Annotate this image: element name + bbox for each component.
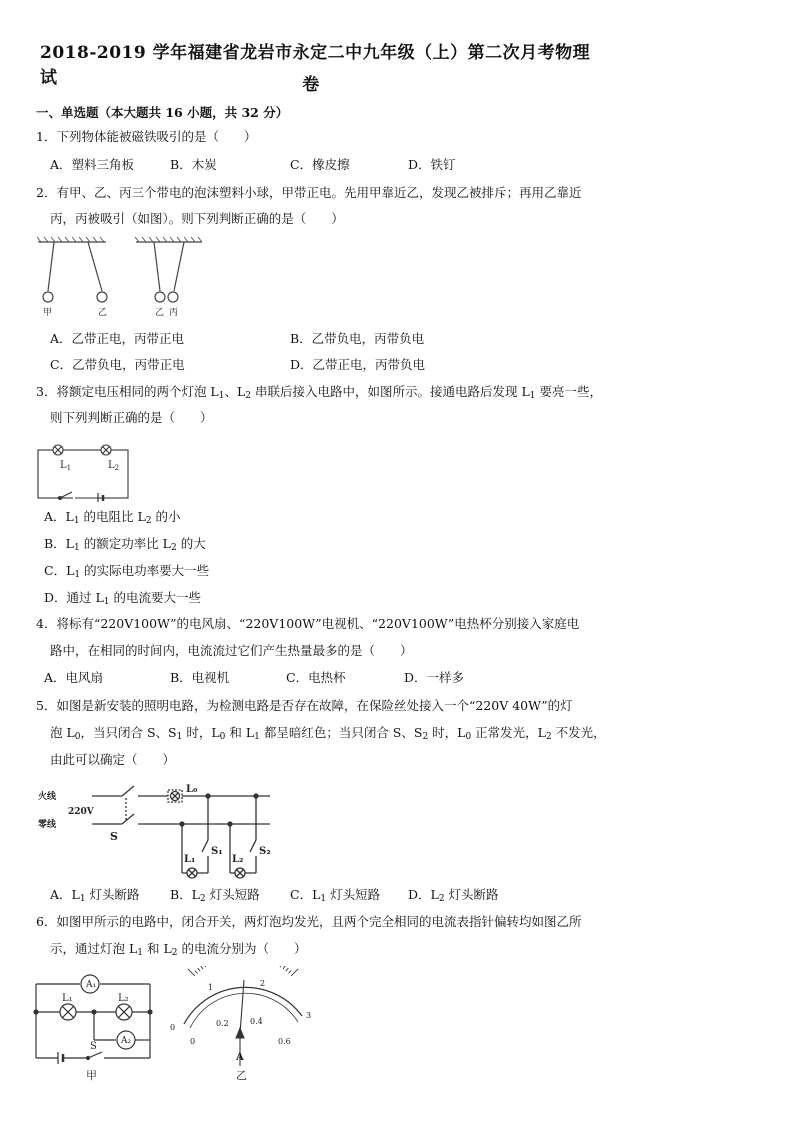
q6-dial-inner-04: 0.4	[250, 1017, 263, 1026]
q1-option-b: B．木炭	[170, 157, 217, 172]
q5-fig-s-label: S	[110, 830, 118, 843]
q6-dial-inner-02: 0.2	[216, 1019, 229, 1028]
q5-figure-lighting-circuit	[34, 778, 274, 880]
q6-dial-outer-0: 0	[170, 1023, 176, 1032]
q6-dial-outer-2: 2	[260, 979, 266, 988]
q1-option-a: A．塑料三角板	[50, 157, 135, 172]
q4-option-c: C．电热杯	[286, 670, 346, 685]
q6-fig-l1-label: L₁	[62, 993, 73, 1004]
dial-tick	[286, 968, 289, 971]
q6-fig-caption-jia: 甲	[86, 1069, 97, 1082]
q3-text-line2: 则下列判断正确的是（ ）	[50, 410, 213, 425]
q3-option-d: D．通过 $L_1$ 的电流要大一些	[44, 590, 202, 607]
q2-text-line2: 丙，丙被吸引（如图）。则下列判断正确的是（ ）	[50, 211, 344, 226]
q1-text: 1．下列物体能被磁铁吸引的是（ ）	[36, 129, 257, 144]
q2-fig-label-yi-2: 乙	[155, 308, 165, 318]
q2-option-c: C．乙带负电，丙带正电	[50, 357, 185, 372]
q5-fig-l2-label: L₂	[232, 854, 244, 865]
q6-dial-inner-0: 0	[190, 1037, 196, 1046]
q3-option-a: A．$L_1$ 的电阻比 $L_2$ 的小	[44, 509, 181, 526]
q2-option-a: A．乙带正电，丙带正电	[50, 331, 185, 346]
q4-text-line1: 4．将标有“220V100W”的电风扇、“220V100W”电视机、“220V100W”电热杯分别接入家庭电	[36, 616, 580, 631]
q6-text-line1: 6．如图甲所示的电路中，闭合开关，两灯泡均发光，且两个完全相同的电流表指针偏转均如图乙所	[36, 914, 582, 929]
dial-tick	[195, 971, 198, 974]
dial-tick	[283, 966, 285, 969]
q2-option-d: D．乙带正电，丙带负电	[290, 357, 426, 372]
dial-tick	[198, 968, 201, 971]
q5-text-line1: 5．如图是新安装的照明电路，为检测电路是否存在故障，在保险丝处接入一个“220V 40W”的灯	[36, 698, 573, 713]
q4-option-b: B．电视机	[170, 670, 230, 685]
q6-text-line2: 示，通过灯泡 $L_1$ 和 $L_2$ 的电流分别为（ ）	[50, 941, 307, 958]
q5-option-c: C．$L_1$ 灯头短路	[290, 887, 381, 904]
q5-option-d: D．$L_2$ 灯头断路	[408, 887, 499, 904]
q5-text-line3: 由此可以确定（ ）	[50, 752, 176, 767]
q2-fig-label-yi: 乙	[98, 308, 108, 318]
q3-fig-label-l2: $L_2$	[108, 460, 120, 472]
q5-option-a: A．$L_1$ 灯头断路	[50, 887, 140, 904]
q3-option-b: B．$L_1$ 的额定功率比 $L_2$ 的大	[44, 536, 206, 553]
q3-figure-series-circuit	[34, 440, 134, 502]
q3-text-line1: 3．将额定电压相同的两个灯泡 $L_1$、$L_2$ 串联后接入电路中，如图所示。接通电路后发现 $L_1$ 要亮一些，	[36, 384, 602, 401]
section-heading: 一、单选题（本大题共 16 小题，共 32 分）	[36, 105, 289, 120]
q2-fig-label-jia: 甲	[43, 308, 53, 318]
dial-tick	[204, 966, 206, 967]
q5-option-b: B．$L_2$ 灯头短路	[170, 887, 260, 904]
q6-dial-outer-3: 3	[306, 1011, 312, 1020]
q2-figure-charged-balls	[36, 236, 206, 320]
q5-fig-l1-label: L₁	[184, 854, 196, 865]
q6-fig-s-label: S	[90, 1041, 97, 1052]
q2-text-line1: 2．有甲、乙、丙三个带电的泡沫塑料小球，甲带正电。先用甲靠近乙，发现乙被排斥；再用乙靠近	[36, 185, 582, 200]
q6-figure-parallel-circuit	[30, 966, 156, 1084]
dial-tick	[201, 966, 203, 969]
q6-dial-unit: A	[236, 1052, 244, 1063]
exam-title-line2: 卷	[302, 75, 320, 95]
q5-fig-voltage-label: 220V	[68, 807, 94, 817]
q6-fig-caption-yi: 乙	[236, 1069, 247, 1082]
q5-fig-neutral-label: 零线	[38, 820, 57, 830]
q5-fig-s2-label: S₂	[259, 846, 271, 857]
q4-text-line2: 路中，在相同的时间内，电流流过它们产生热量最多的是（ ）	[50, 643, 413, 658]
q6-fig-l2-label: L₂	[118, 993, 129, 1004]
q5-fig-l0-label: L₀	[186, 784, 198, 795]
exam-title-line1: 2018-2019 学年福建省龙岩市永定二中九年级（上）第二次月考物理试	[40, 43, 591, 88]
q6-fig-a2-label: A₂	[121, 1036, 132, 1046]
q6-fig-a1-label: A₁	[86, 980, 97, 990]
q6-dial-inner-06: 0.6	[278, 1037, 291, 1046]
dial-tick	[291, 969, 298, 976]
q6-dial-outer-1: 1	[208, 983, 214, 992]
q4-option-d: D．一样多	[404, 670, 465, 685]
q2-fig-label-bing: 丙	[169, 308, 179, 318]
q6-figure-ammeter-dial	[160, 966, 320, 1084]
q3-option-c: C．$L_1$ 的实际电功率要大一些	[44, 563, 210, 580]
q5-fig-s1-label: S₁	[211, 846, 223, 857]
q1-option-c: C．橡皮擦	[290, 157, 350, 172]
q2-option-b: B．乙带负电，丙带负电	[290, 331, 425, 346]
dial-tick	[188, 969, 195, 976]
q4-option-a: A．电风扇	[44, 670, 104, 685]
dial-tick	[289, 971, 292, 974]
q1-option-d: D．铁钉	[408, 157, 456, 172]
q5-fig-live-label: 火线	[38, 792, 57, 802]
dial-tick	[280, 966, 282, 967]
q5-text-line2: 泡 $L_0$，当只闭合 S、$S_1$ 时，$L_0$ 和 $L_1$ 都呈暗红色；当只闭合 S、$S_2$ 时，$L_0$ 正常发光，$L_2$ 不发光，	[50, 725, 606, 742]
q3-fig-label-l1: $L_1$	[60, 460, 72, 472]
